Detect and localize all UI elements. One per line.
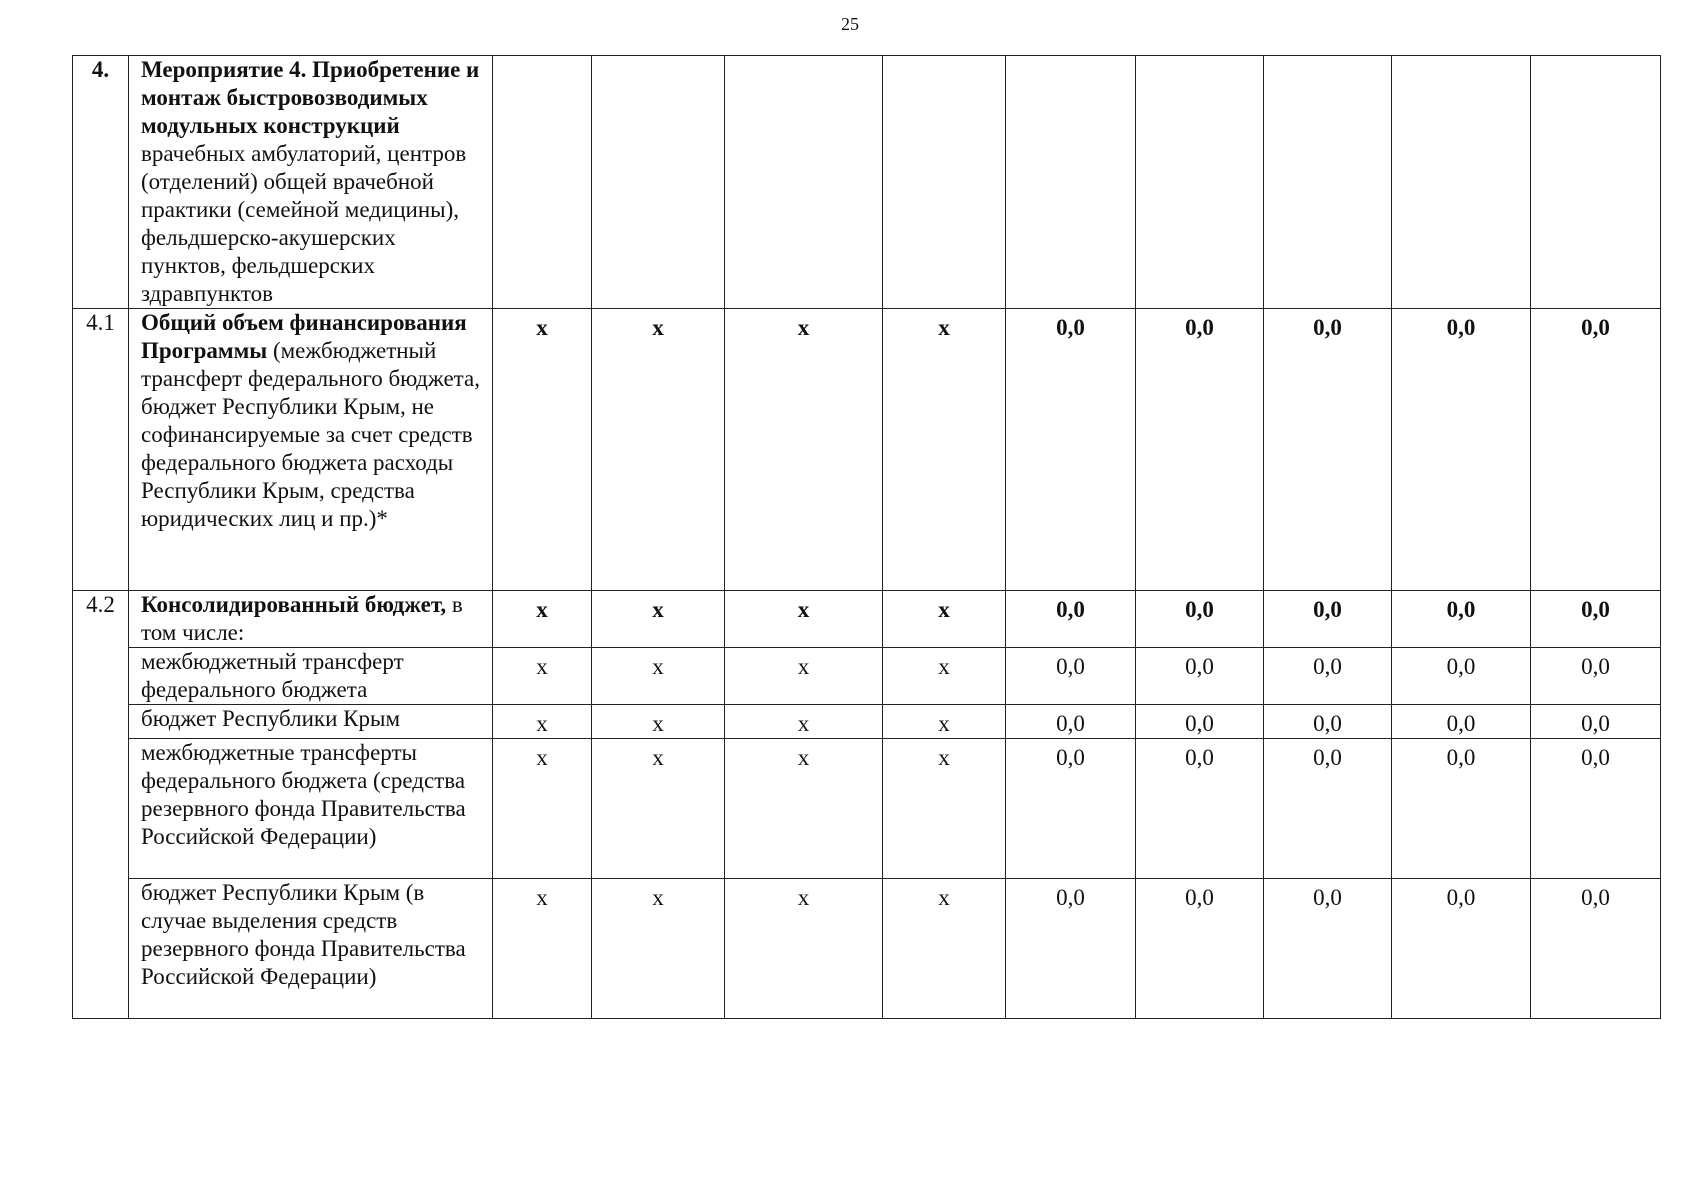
row-number: 4.: [73, 56, 129, 309]
row-number: [73, 879, 129, 1019]
value-cell: [883, 56, 1006, 309]
row-description-bold: Консолидированный бюджет,: [141, 592, 447, 617]
value-cell: [592, 56, 725, 309]
value-cell: 0,0: [1264, 591, 1392, 648]
value-cell: 0,0: [1392, 739, 1531, 879]
value-cell: [493, 56, 592, 309]
row-description-text: (межбюджетный трансферт федерального бюджета, бюджет Республики Крым, не софинансируемые за счет средств федерального бюджета расходы Республики Крым, средства юридических лиц и пр.)*: [141, 338, 480, 531]
value-cell: 0,0: [1392, 309, 1531, 591]
value-cell: 0,0: [1006, 739, 1136, 879]
row-number: [73, 705, 129, 739]
row-description: [129, 705, 493, 739]
row-number: 4.2: [73, 591, 129, 648]
row-description-bold: Мероприятие 4. Приобретение и монтаж быстровозводимых модульных конструкций: [141, 57, 480, 138]
value-cell: х: [725, 879, 883, 1019]
value-cell: х: [493, 648, 592, 705]
value-cell: х: [725, 309, 883, 591]
value-cell: 0,0: [1006, 705, 1136, 739]
row-description: [129, 591, 493, 648]
value-cell: х: [883, 879, 1006, 1019]
row-number: [73, 739, 129, 879]
table-row: [73, 705, 1661, 739]
value-cell: х: [725, 648, 883, 705]
value-cell: 0,0: [1264, 705, 1392, 739]
row-description-text: врачебных амбулаторий, центров (отделений) общей врачебной практики (семейной медицины), фельдшерско-акушерских пунктов, фельдшерских здравпунктов: [141, 141, 467, 306]
table-row: [73, 591, 1661, 648]
row-description: [129, 56, 493, 309]
row-description: [129, 879, 493, 1019]
value-cell: 0,0: [1531, 648, 1661, 705]
value-cell: 0,0: [1264, 309, 1392, 591]
value-cell: 0,0: [1531, 705, 1661, 739]
value-cell: 0,0: [1392, 648, 1531, 705]
value-cell: 0,0: [1392, 879, 1531, 1019]
value-cell: [1006, 56, 1136, 309]
value-cell: х: [883, 739, 1006, 879]
value-cell: [1392, 56, 1531, 309]
row-description: [129, 648, 493, 705]
value-cell: х: [883, 648, 1006, 705]
value-cell: 0,0: [1264, 739, 1392, 879]
value-cell: [1136, 56, 1264, 309]
value-cell: 0,0: [1136, 705, 1264, 739]
table-body: [73, 56, 1661, 1019]
value-cell: 0,0: [1006, 591, 1136, 648]
value-cell: 0,0: [1531, 591, 1661, 648]
value-cell: х: [592, 309, 725, 591]
row-description-text: в том числе:: [141, 592, 463, 645]
row-number: [73, 648, 129, 705]
value-cell: х: [883, 705, 1006, 739]
value-cell: х: [883, 591, 1006, 648]
row-description-text: бюджет Республики Крым (в случае выделения средств резервного фонда Правительства Российской Федерации): [141, 880, 466, 989]
value-cell: 0,0: [1136, 309, 1264, 591]
value-cell: 0,0: [1531, 879, 1661, 1019]
value-cell: х: [592, 591, 725, 648]
table-row: [73, 309, 1661, 591]
row-description-text: межбюджетные трансферты федерального бюджета (средства резервного фонда Правительства Российской Федерации): [141, 740, 466, 849]
page-number: 25: [841, 14, 859, 34]
value-cell: х: [725, 591, 883, 648]
value-cell: [1264, 56, 1392, 309]
value-cell: х: [725, 705, 883, 739]
value-cell: х: [592, 705, 725, 739]
value-cell: х: [493, 309, 592, 591]
value-cell: х: [592, 739, 725, 879]
table-row: [73, 879, 1661, 1019]
value-cell: 0,0: [1531, 309, 1661, 591]
value-cell: х: [592, 648, 725, 705]
row-description: [129, 309, 493, 591]
value-cell: [1531, 56, 1661, 309]
value-cell: х: [725, 739, 883, 879]
value-cell: 0,0: [1136, 591, 1264, 648]
table-row: [73, 56, 1661, 309]
value-cell: 0,0: [1392, 591, 1531, 648]
value-cell: х: [493, 705, 592, 739]
value-cell: х: [592, 879, 725, 1019]
financing-table: [72, 55, 1661, 1019]
table-row: [73, 648, 1661, 705]
value-cell: х: [493, 591, 592, 648]
value-cell: 0,0: [1531, 739, 1661, 879]
table-row: [73, 739, 1661, 879]
row-description-bold: Общий объем финансирования Программы: [141, 310, 467, 363]
value-cell: 0,0: [1136, 879, 1264, 1019]
value-cell: 0,0: [1264, 648, 1392, 705]
row-description-text: бюджет Республики Крым: [141, 706, 400, 731]
row-description: [129, 739, 493, 879]
value-cell: 0,0: [1006, 879, 1136, 1019]
value-cell: 0,0: [1136, 739, 1264, 879]
value-cell: 0,0: [1264, 879, 1392, 1019]
value-cell: 0,0: [1136, 648, 1264, 705]
value-cell: 0,0: [1006, 648, 1136, 705]
value-cell: 0,0: [1392, 705, 1531, 739]
value-cell: х: [493, 879, 592, 1019]
row-number: 4.1: [73, 309, 129, 591]
value-cell: х: [493, 739, 592, 879]
value-cell: х: [883, 309, 1006, 591]
row-description-text: межбюджетный трансферт федерального бюджета: [141, 649, 404, 702]
value-cell: [725, 56, 883, 309]
value-cell: 0,0: [1006, 309, 1136, 591]
